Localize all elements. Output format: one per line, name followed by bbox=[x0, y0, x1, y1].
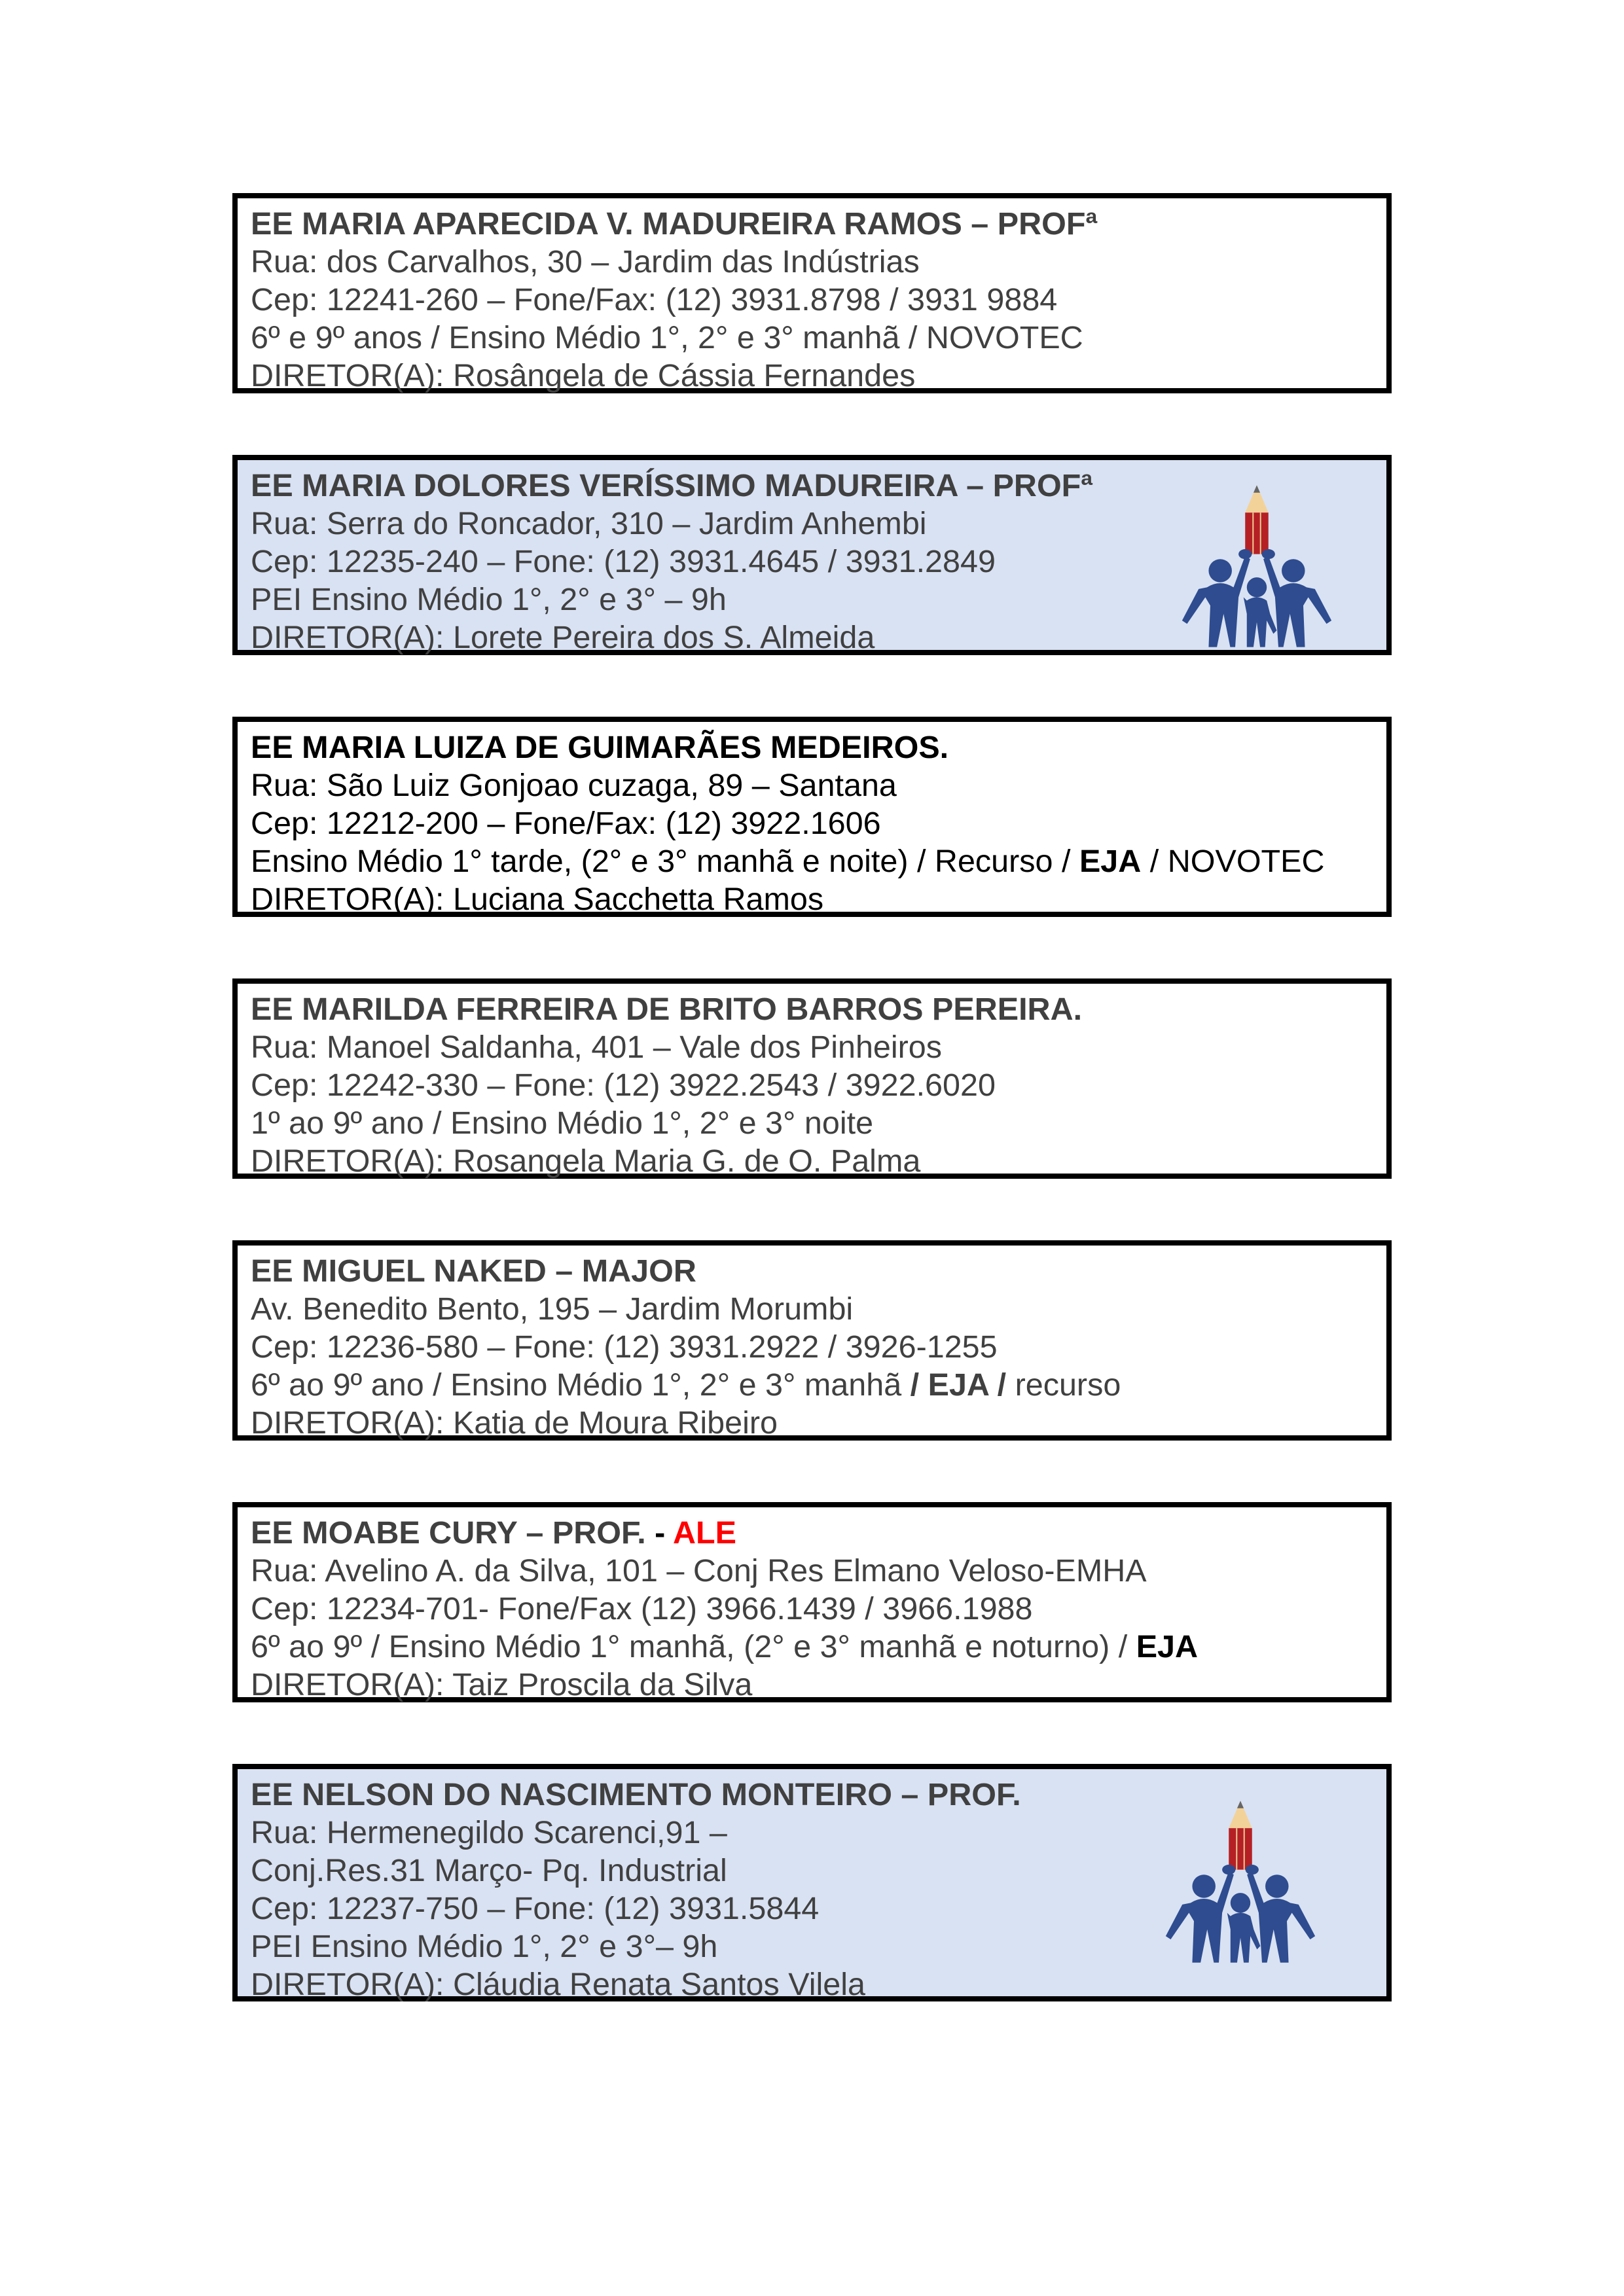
school-entry bbox=[232, 1240, 1392, 1441]
eja-label: EJA bbox=[1136, 1629, 1199, 1664]
school-name: EE MARILDA FERREIRA DE BRITO BARROS PEREIRA. bbox=[251, 992, 1083, 1027]
school-entry bbox=[232, 193, 1392, 393]
school-director: DIRETOR(A): Rosangela Maria G. de O. Palma bbox=[251, 1143, 921, 1179]
school-contact: Cep: 12236-580 – Fone: (12) 3931.2922 / 3926-1255 bbox=[251, 1329, 998, 1365]
school-levels bbox=[251, 1628, 1373, 1666]
school-levels bbox=[251, 842, 1373, 880]
levels-text: / NOVOTEC bbox=[1141, 844, 1325, 879]
school-name: EE NELSON DO NASCIMENTO MONTEIRO – PROF. bbox=[251, 1777, 1021, 1812]
school-address: Rua: Manoel Saldanha, 401 – Vale dos Pinheiros bbox=[251, 1030, 943, 1065]
school-name: EE MARIA LUIZA DE GUIMARÃES MEDEIROS. bbox=[251, 730, 949, 765]
school-address: Rua: dos Carvalhos, 30 – Jardim das Indústrias bbox=[251, 244, 920, 279]
school-contact: Cep: 12234-701- Fone/Fax (12) 3966.1439 / 3966.1988 bbox=[251, 1591, 1033, 1626]
school-director: DIRETOR(A): Cláudia Renata Santos Vilela bbox=[251, 1967, 866, 2002]
school-director: DIRETOR(A): Luciana Sacchetta Ramos bbox=[251, 882, 824, 917]
space bbox=[665, 1515, 673, 1551]
school-name: EE MIGUEL NAKED – MAJOR bbox=[251, 1253, 696, 1289]
school-address: Av. Benedito Bento, 195 – Jardim Morumbi bbox=[251, 1291, 854, 1327]
levels-text: 6º ao 9º ano / Ensino Médio 1°, 2° e 3° manhã bbox=[251, 1367, 911, 1403]
school-name bbox=[251, 1514, 1373, 1552]
school-entry bbox=[232, 1502, 1392, 1702]
levels-text: Ensino Médio 1° tarde, (2° e 3° manhã e noite) / Recurso / bbox=[251, 844, 1079, 879]
school-director: DIRETOR(A): Katia de Moura Ribeiro bbox=[251, 1405, 778, 1441]
pei-logo-people-pencil-icon bbox=[1172, 481, 1342, 651]
school-levels: PEI Ensino Médio 1°, 2° e 3°– 9h bbox=[251, 1929, 718, 1964]
school-levels: 1º ao 9º ano / Ensino Médio 1°, 2° e 3° noite bbox=[251, 1105, 874, 1141]
levels-text: recurso bbox=[1006, 1367, 1121, 1403]
school-address-cont: Conj.Res.31 Março- Pq. Industrial bbox=[251, 1853, 727, 1888]
levels-text: 6º ao 9º / Ensino Médio 1° manhã, (2° e 3° manhã e noturno) / bbox=[251, 1629, 1136, 1664]
eja-label: / EJA / bbox=[910, 1367, 1007, 1403]
school-address: Rua: Hermenegildo Scarenci,91 – bbox=[251, 1815, 727, 1850]
school-name: EE MARIA DOLORES VERÍSSIMO MADUREIRA – PROFª bbox=[251, 468, 1093, 503]
separator-dash: - bbox=[655, 1515, 666, 1551]
school-entry bbox=[232, 978, 1392, 1179]
school-address: Rua: Serra do Roncador, 310 – Jardim Anhembi bbox=[251, 506, 927, 541]
school-contact: Cep: 12212-200 – Fone/Fax: (12) 3922.1606 bbox=[251, 806, 881, 841]
school-levels bbox=[251, 1366, 1373, 1404]
school-director: DIRETOR(A): Lorete Pereira dos S. Almeida bbox=[251, 620, 875, 655]
school-name-text: EE MOABE CURY – PROF. bbox=[251, 1515, 655, 1551]
school-contact: Cep: 12235-240 – Fone: (12) 3931.4645 / 3931.2849 bbox=[251, 544, 996, 579]
school-entry bbox=[232, 717, 1392, 917]
school-contact: Cep: 12242-330 – Fone: (12) 3922.2543 / 3922.6020 bbox=[251, 1067, 996, 1103]
ale-badge: ALE bbox=[673, 1515, 736, 1551]
school-address: Rua: Avelino A. da Silva, 101 – Conj Res Elmano Veloso-EMHA bbox=[251, 1553, 1147, 1588]
school-director: DIRETOR(A): Taiz Proscila da Silva bbox=[251, 1667, 753, 1702]
school-address: Rua: São Luiz Gonjoao cuzaga, 89 – Santana bbox=[251, 768, 897, 803]
school-levels: 6º e 9º anos / Ensino Médio 1°, 2° e 3° manhã / NOVOTEC bbox=[251, 320, 1083, 355]
school-contact: Cep: 12237-750 – Fone: (12) 3931.5844 bbox=[251, 1891, 820, 1926]
school-levels: PEI Ensino Médio 1°, 2° e 3° – 9h bbox=[251, 582, 727, 617]
school-contact: Cep: 12241-260 – Fone/Fax: (12) 3931.8798 / 3931 9884 bbox=[251, 282, 1058, 317]
school-director: DIRETOR(A): Rosângela de Cássia Fernandes bbox=[251, 358, 916, 393]
pei-logo-people-pencil-icon bbox=[1155, 1797, 1326, 1967]
school-name: EE MARIA APARECIDA V. MADUREIRA RAMOS – PROFª bbox=[251, 206, 1098, 242]
eja-label: EJA bbox=[1079, 844, 1142, 879]
